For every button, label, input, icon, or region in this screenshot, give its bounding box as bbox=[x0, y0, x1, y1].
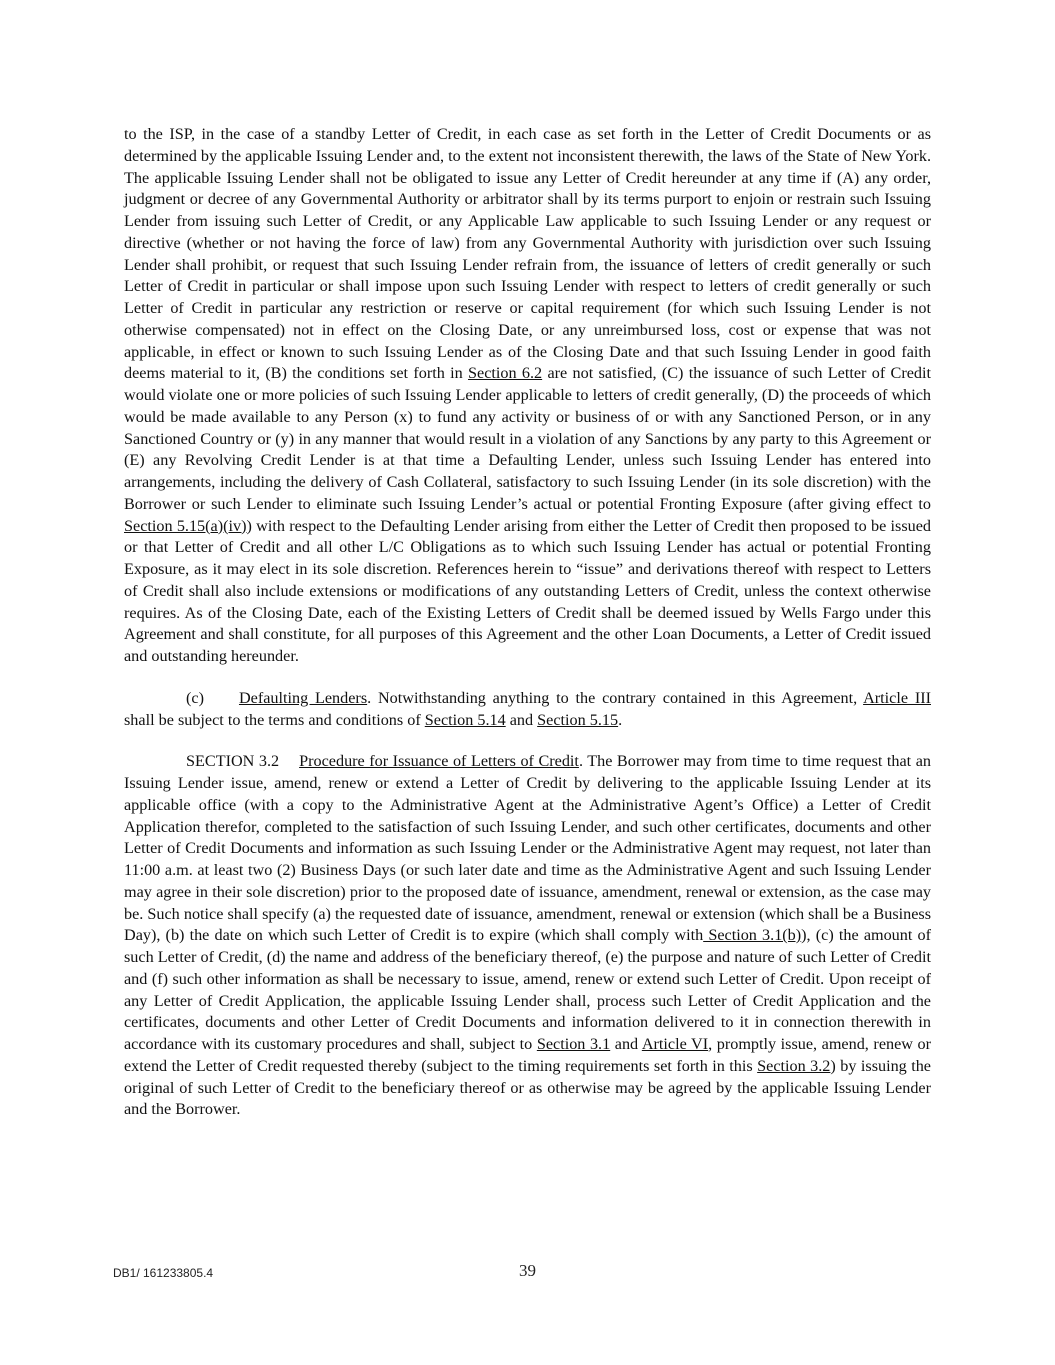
section-heading: Procedure for Issuance of Letters of Credit bbox=[299, 752, 579, 771]
page-number: 39 bbox=[519, 1261, 536, 1280]
article-reference: Article VI bbox=[641, 1035, 709, 1053]
clause-heading: Defaulting Lenders bbox=[238, 688, 368, 707]
section-reference: Section 3.2 bbox=[757, 1056, 831, 1075]
section-label: SECTION 3.2 bbox=[186, 752, 280, 771]
section-reference: Section 5.14 bbox=[424, 710, 506, 729]
section-reference: Section 3.1(b) bbox=[703, 926, 802, 945]
paragraph-letter-of-credit-terms: to the ISP, in the case of a standby Letter of Credit, in each case as set forth in the Letter of Credit Documents or as determined by the applicable Issuing Lender and, to the extent not inconsistent therewith, the laws of the State of New York. The applicable Issuing Lender shall not be obligated to issue any Letter of Credit hereunder at any time if (A) any order, judgment or decree of any Governmental Authority or arbitrator shall by its terms purport to enjoin or restrain such Issuing Lender from issuing such Letter of Credit, or any Applicable Law applicable to such Issuing Lender or any request or directive (whether or not having the force of law) from any Governmental Authority with jurisdiction over such Issuing Lender shall prohibit, or request that such Issuing Lender refrain from, the issuance of letters of credit generally or such Letter of Credit in particular or shall impose upon such Issuing Lender with respect to letters of credit generally or such Letter of Credit in particular any restriction or reserve or capital requirement (for which such Issuing Lender is not otherwise compensated) not in effect on the Closing Date, or any unreimbursed loss, cost or expense that was not applicable, in effect or known to such Issuing Lender as of the Closing Date and that such Issuing Lender in good faith deems material to it, (B) the conditions set forth in Section 6.2 are not satisfied, (C) the issuance of such Letter of Credit would violate one or more policies of such Issuing Lender applicable to letters of credit generally, (D) the proceeds of which would be made available to any Person (x) to fund any activity or business of or with any Sanctioned Person, or in any Sanctioned Country or (y) in any manner that would result in a violation of any Sanctions by any party to this Agreement or (E) any Revolving Credit Lender is at that time a Defaulting Lender, unless such Issuing Lender has entered into arrangements, including the delivery of Cash Collateral, satisfactory to such Issuing Lender (in its sole discretion) with the Borrower or such Lender to eliminate such Issuing Lender’s actual or potential Fronting Exposure (after giving effect to Section 5.15(a)(iv)) with respect to the Defaulting Lender arising from either the Letter of Credit then proposed to be issued or that Letter of Credit and all other L/C Obligations as to which such Issuing Lender has actual or potential Fronting Exposure, as it may elect in its sole discretion. References herein to “issue” and derivations thereof with respect to Letters of Credit shall also include extensions or modifications of any outstanding Letters of Credit, unless the context otherwise requires. As of the Closing Date, each of the Existing Letters of Credit shall be deemed issued by Wells Fargo under this Agreement and shall constitute, for all purposes of this Agreement and the other Loan Documents, a Letter of Credit issued and outstanding hereunder. bbox=[124, 125, 931, 665]
section-reference: Section 5.15 bbox=[537, 710, 619, 729]
section-reference: Section 6.2 bbox=[468, 364, 543, 383]
clause-label: (c) bbox=[186, 688, 204, 707]
paragraph-section-3-2: SECTION 3.2 Procedure for Issuance of Letters of Credit. The Borrower may from time to time request that an Issuing Lender issue, amend, renew or extend a Letter of Credit by delivering to the applicable Issuing Lender at its applicable office (with a copy to the Administrative Agent at the Administrative Agent’s Office) a Letter of Credit Application therefor, completed to the satisfaction of such Issuing Lender, and such other certificates, documents and other Letter of Credit Documents and information as such Issuing Lender or the Administrative Agent may request, not later than 11:00 a.m. at least two (2) Business Days (or such later date and time as the Administrative Agent and such Issuing Lender may agree in their sole discretion) prior to the proposed date of issuance, amendment, renewal or extension, as the case may be. Such notice shall specify (a) the requested date of issuance, amendment, renewal or extension (which shall be a Business Day), (b) the date on which such Letter of Credit is to expire (which shall comply with Section 3.1(b)), (c) the amount of such Letter of Credit, (d) the name and address of the beneficiary thereof, (e) the purpose and nature of such Letter of Credit and (f) such other information as shall be necessary to issue, amend, renew or extend such Letter of Credit. Upon receipt of any Letter of Credit Application, the applicable Issuing Lender shall, process such Letter of Credit Application and the certificates, documents and other Letter of Credit Documents and information delivered to it in connection therewith in accordance with its customary procedures and shall, subject to Section 3.1 and Article VI, promptly issue, amend, renew or extend the Letter of Credit requested thereby (subject to the timing requirements set forth in this Section 3.2) by issuing the original of such Letter of Credit to the beneficiary thereof or as otherwise may be agreed by the applicable Issuing Lender and the Borrower. bbox=[124, 752, 932, 1119]
section-reference: Section 3.1 bbox=[536, 1035, 611, 1053]
document-body bbox=[124, 124, 931, 1121]
section-reference: Section 5.15(a)(iv) bbox=[124, 516, 247, 535]
article-reference: Article III bbox=[863, 688, 931, 707]
paragraph-defaulting-lenders: (c) Defaulting Lenders. Notwithstanding anything to the contrary contained in this Agreement, Article III shall be subject to the terms and conditions of Section 5.14 and Section 5.15. bbox=[124, 688, 931, 729]
document-id: DB1/ 161233805.4 bbox=[113, 1266, 214, 1280]
